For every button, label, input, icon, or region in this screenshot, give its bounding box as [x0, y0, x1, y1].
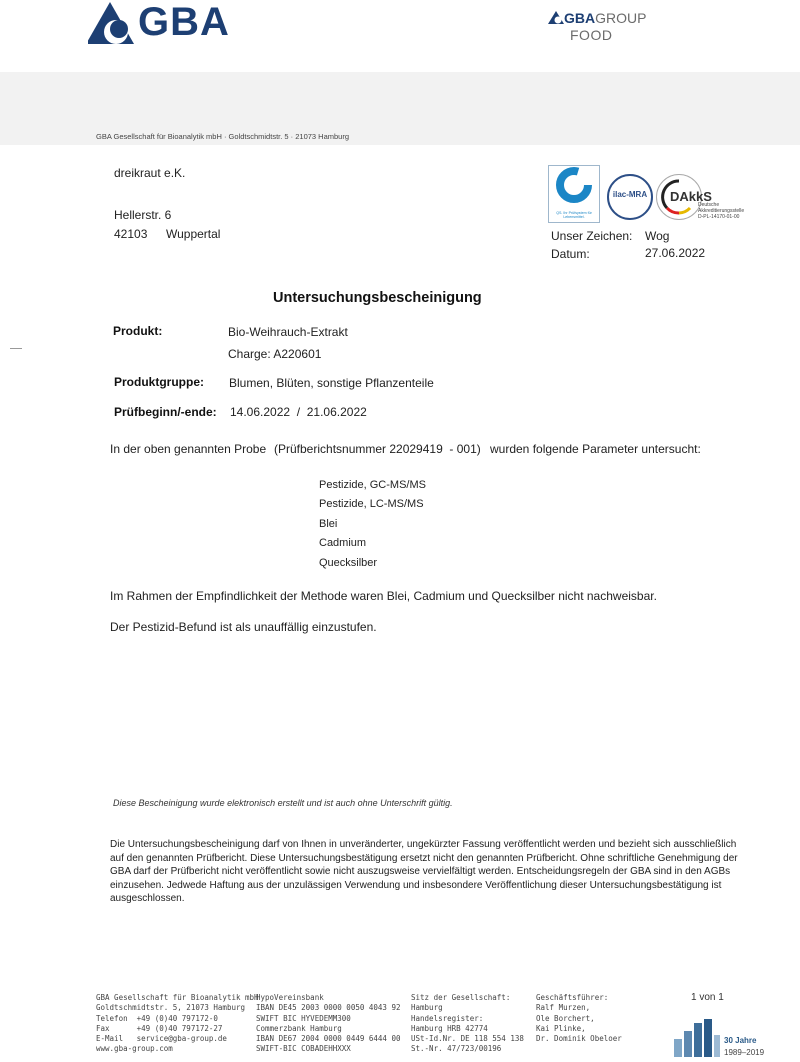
gba-group-food-logo	[548, 10, 646, 43]
produkt-label: Produkt:	[113, 324, 163, 338]
footer-line: Fax +49 (0)40 797172-27	[96, 1023, 223, 1033]
footer-register-column	[411, 993, 524, 1055]
document-title: Untersuchungsbescheinigung	[273, 290, 482, 306]
gba-small-mark-icon	[548, 11, 564, 24]
result-pesticides: Der Pestizid-Befund ist als unauffällig einzustufen.	[110, 620, 377, 634]
footer-line: Hamburg	[411, 1003, 443, 1013]
produktgruppe-value: Blumen, Blüten, sonstige Pflanzenteile	[229, 376, 434, 390]
footer-management-column	[536, 993, 622, 1044]
gba-logo	[88, 2, 250, 46]
building-bars-icon	[672, 1017, 722, 1057]
qs-badge	[548, 165, 600, 223]
group-food: FOOD	[570, 27, 613, 43]
dakks-line-1: Deutsche	[698, 202, 720, 208]
gba-logo-text: GBA	[138, 0, 230, 44]
footer-line: St.-Nr. 47/723/00196	[411, 1044, 502, 1054]
datum-value: 27.06.2022	[645, 246, 706, 260]
group-brand: GBA	[564, 10, 596, 26]
ilac-badge	[607, 174, 653, 220]
pruefzeitraum-label: Prüfbeginn/-ende:	[114, 405, 217, 419]
footer-line: Ralf Murzen,	[536, 1003, 591, 1013]
parameter-item: Blei	[319, 518, 338, 530]
fold-mark	[10, 348, 22, 349]
footer-line: Kai Plinke,	[536, 1023, 586, 1033]
dakks-lines	[698, 203, 744, 220]
footer-line: E-Mail service@gba-group.de	[96, 1034, 227, 1044]
produktgruppe-label: Produktgruppe:	[114, 375, 204, 389]
footer-line: Handelsregister:	[411, 1013, 484, 1023]
zeichen-value: Wog	[645, 229, 670, 243]
footer-line: SWIFT BIC HYVEDEMM300	[256, 1013, 351, 1023]
footer-line: Goldtschmidtstr. 5, 21073 Hamburg	[96, 1003, 246, 1013]
qs-logo-icon	[549, 166, 599, 206]
zeichen-label: Unser Zeichen:	[551, 229, 633, 243]
recipient-name: dreikraut e.K.	[114, 166, 186, 180]
dakks-line-2: Akkreditierungsstelle	[698, 207, 745, 214]
footer-line: IBAN DE45 2003 0000 0050 4043 92	[256, 1003, 401, 1013]
footer-line: Commerzbank Hamburg	[256, 1023, 342, 1033]
intro-text-c: wurden folgende Parameter untersucht:	[490, 442, 701, 456]
footer-line: Telefon +49 (0)40 797172-0	[96, 1013, 218, 1023]
recipient-city: Wuppertal	[166, 227, 221, 241]
intro-text-a: In der oben genannten Probe	[110, 442, 267, 456]
footer-line: Ole Borchert,	[536, 1013, 595, 1023]
charge-value: Charge: A220601	[228, 347, 322, 361]
anniversary-years: 1989–2019	[724, 1048, 765, 1057]
parameter-item: Quecksilber	[319, 557, 378, 569]
recipient-street: Hellerstr. 6	[114, 208, 172, 222]
dakks-title: DAkkS	[670, 189, 712, 204]
qs-badge-text: QS. Ihr Prüfsystem für Lebensmittel.	[556, 211, 592, 219]
anniversary-graphic	[672, 1017, 722, 1057]
footer-line: Dr. Dominik Obeloer	[536, 1034, 622, 1044]
footer-line: USt-Id.Nr. DE 118 554 138	[411, 1034, 524, 1044]
result-heavy-metals: Im Rahmen der Empfindlichkeit der Methode waren Blei, Cadmium und Quecksilber nicht nachweisbar.	[110, 589, 657, 603]
footer-line: SWIFT-BIC COBADEHHXXX	[256, 1044, 351, 1054]
anniversary-title: 30 Jahre	[724, 1036, 757, 1045]
footer-line: IBAN DE67 2004 0000 0449 6444 00	[256, 1034, 401, 1044]
parameter-item: Pestizide, GC-MS/MS	[319, 479, 426, 491]
recipient-zip: 42103	[114, 227, 148, 241]
produkt-value: Bio-Weihrauch-Extrakt	[228, 325, 348, 339]
footer-line: www.gba-group.com	[96, 1044, 173, 1054]
datum-label: Datum:	[551, 247, 590, 261]
footer-line: Sitz der Gesellschaft:	[411, 993, 511, 1002]
ilac-badge-text: ilac-MRA	[612, 190, 648, 199]
gba-logo-mark-icon	[88, 2, 136, 46]
disclaimer-text: Die Untersuchungsbescheinigung darf von Ihnen in unveränderter, ungekürzter Fassung veröffentlicht werden und bezieht sich ausschließlich auf den genannten Prüfbericht. Diese Untersuchungsbestätigung ersetzt nicht den genannten Prüfbericht. Ohne schriftliche Genehmigung der GBA darf der Prüfbericht nicht veröffentlicht sowie nicht auszugsweise vervielfältigt werden. Entscheidungsregeln der GBA sind in den AGBs einzusehen. Jedwede Haftung aus der unzulässigen Verwendung und insbesondere Veröffentlichung dieser Untersuchungsbestätigung ist ausgeschlossen.	[110, 839, 738, 904]
footer-bank-column	[256, 993, 401, 1055]
parameter-item: Cadmium	[319, 537, 367, 549]
page-number: 1 von 1	[691, 992, 724, 1003]
footer-line: HypoVereinsbank	[256, 993, 324, 1002]
electronic-note: Diese Bescheinigung wurde elektronisch erstellt und ist auch ohne Unterschrift gültig.	[113, 798, 453, 808]
parameter-item: Pestizide, LC-MS/MS	[319, 498, 424, 510]
sender-line: GBA Gesellschaft für Bioanalytik mbH · Goldtschmidtstr. 5 · 21073 Hamburg	[96, 132, 350, 141]
dakks-line-3: D-PL-14170-01-00	[698, 213, 740, 220]
pruefzeitraum-value: 14.06.2022 / 21.06.2022	[230, 405, 367, 419]
report-number: (Prüfberichtsnummer 22029419 - 001)	[274, 442, 481, 456]
group-suffix: GROUP	[595, 10, 647, 26]
footer-line: GBA Gesellschaft für Bioanalytik mbH	[96, 993, 259, 1002]
footer-company-column	[96, 993, 259, 1055]
footer-line: Hamburg HRB 42774	[411, 1023, 488, 1033]
footer-line: Geschäftsführer:	[536, 993, 609, 1002]
